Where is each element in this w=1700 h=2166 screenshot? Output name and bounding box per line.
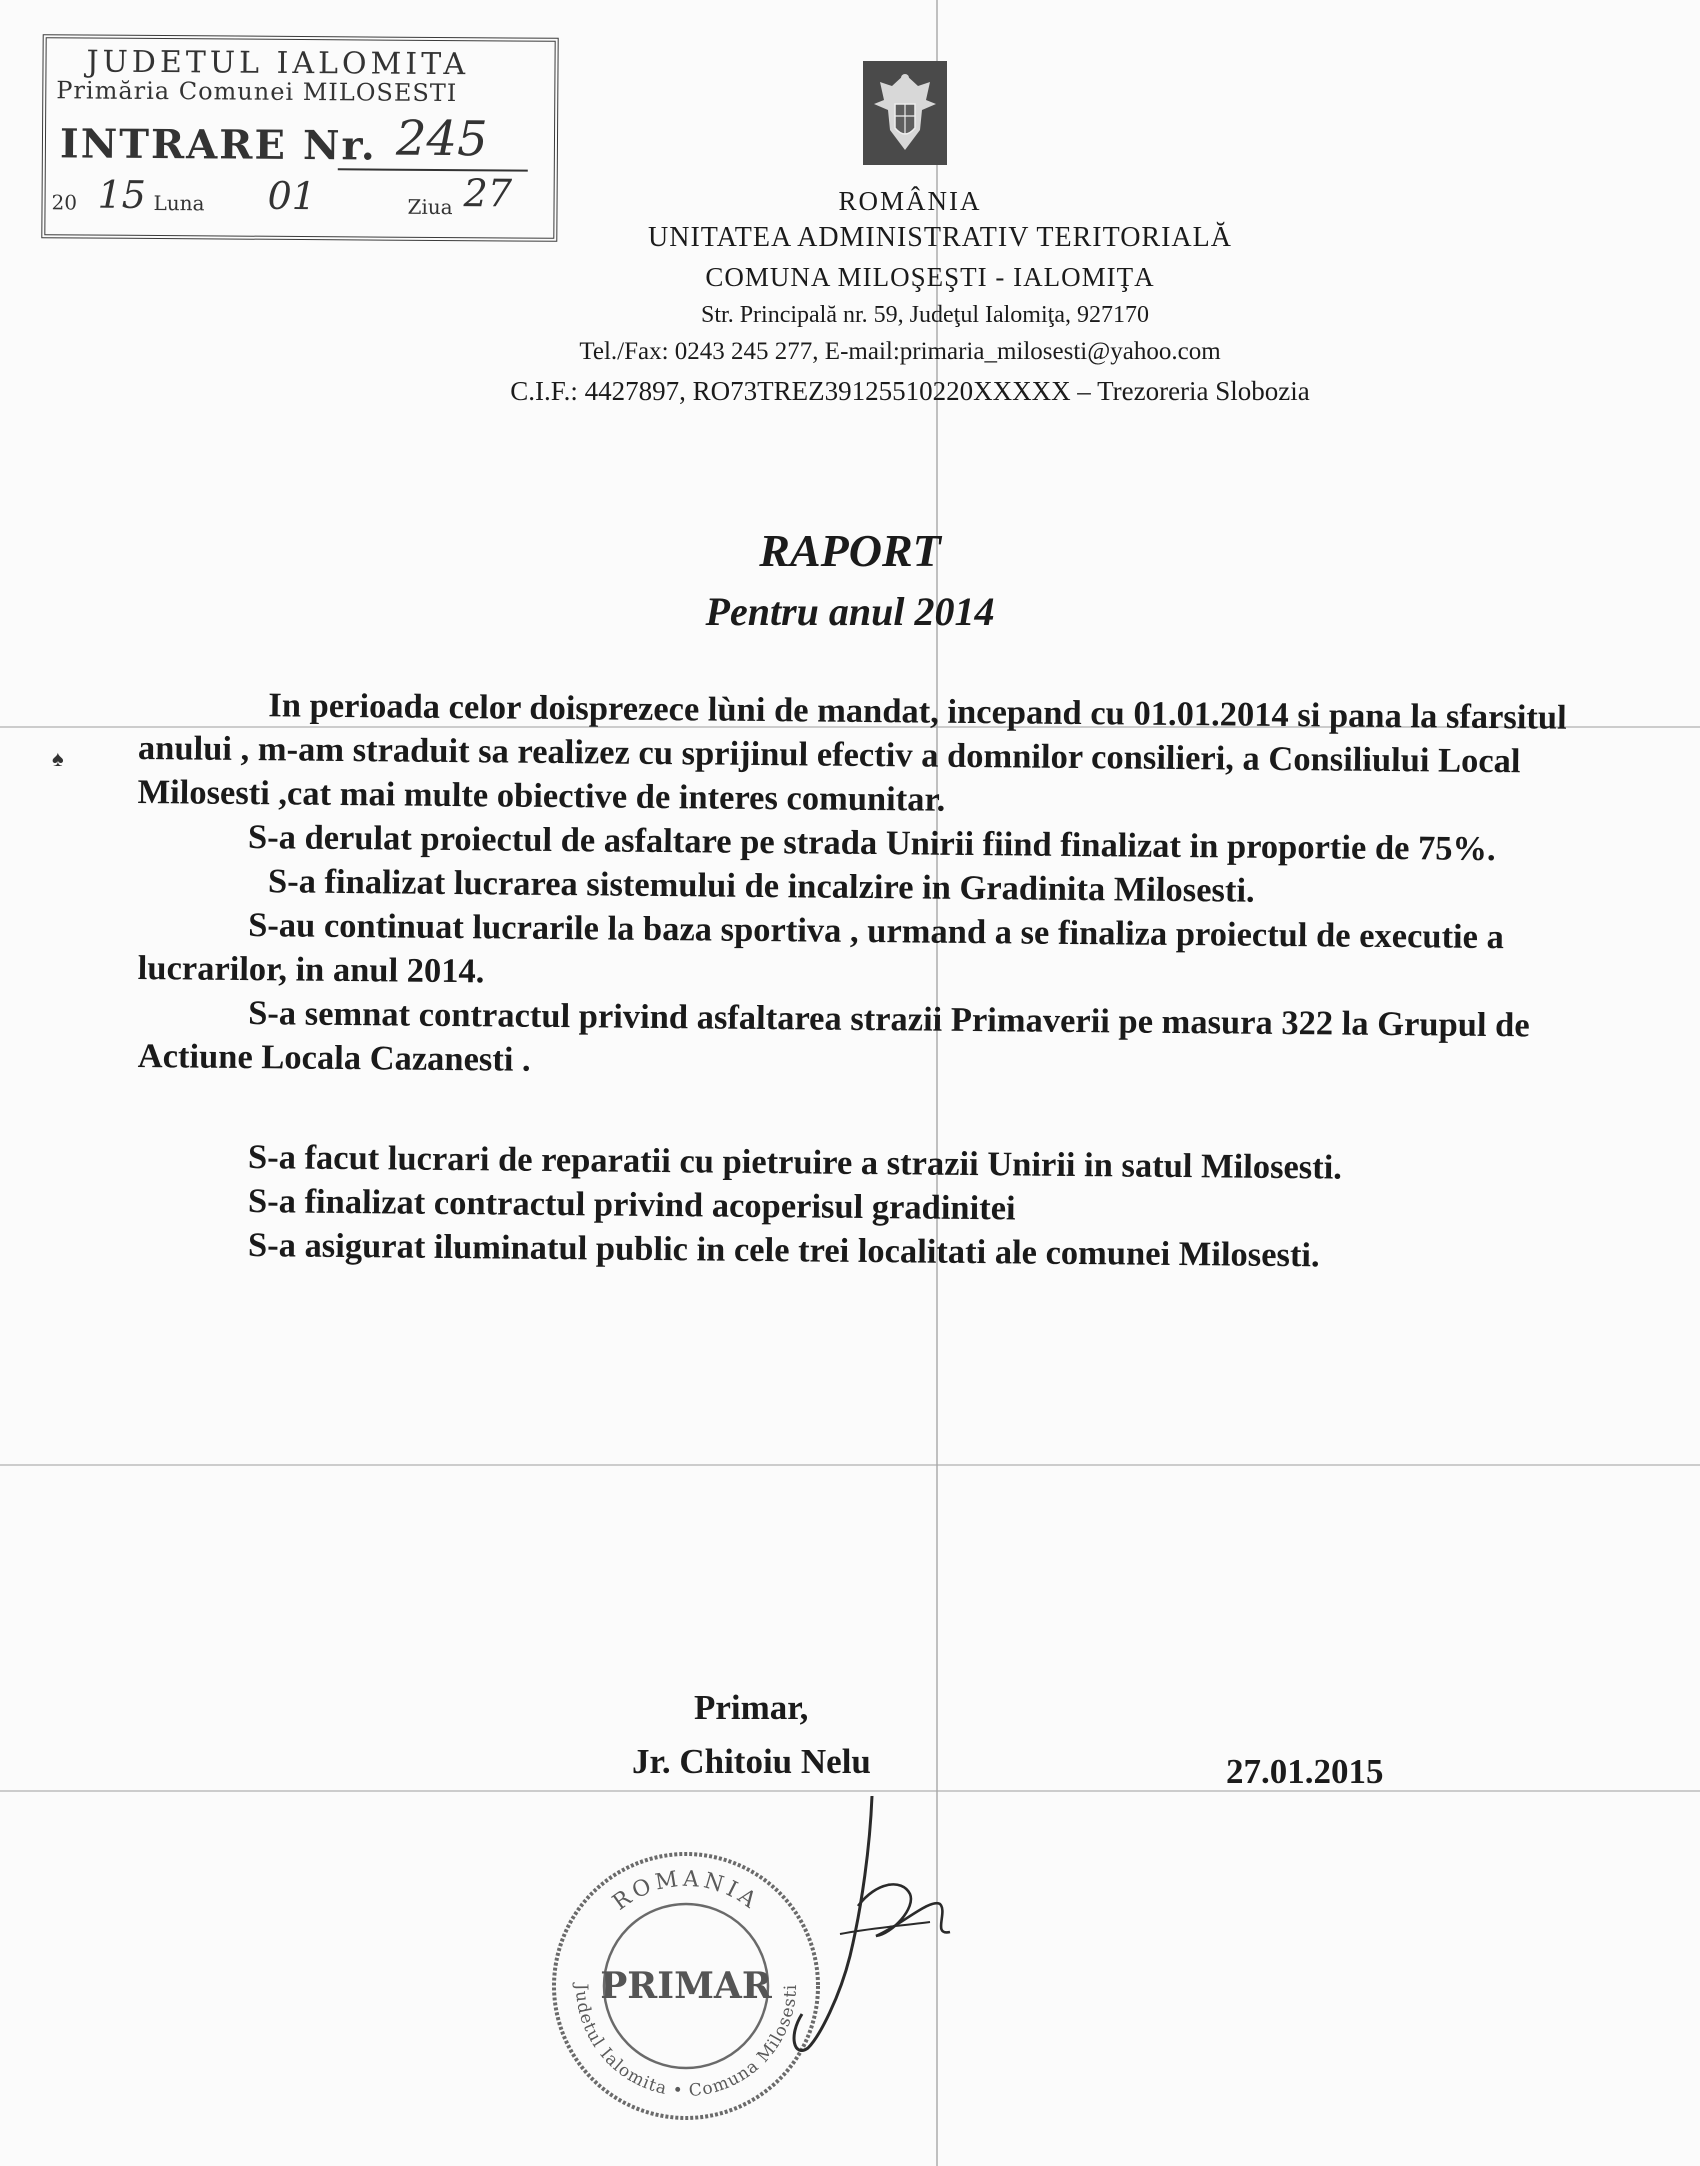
stamp-entry-number: 245 — [395, 110, 488, 168]
signature-role: Primar, — [694, 1688, 809, 1727]
signature-name: Jr. Chitoiu Nelu — [632, 1742, 871, 1781]
body-paragraph-intro: In perioada celor doisprezece lùni de mandat, incepand cu 01.01.2014 si pana la sfarsitul anului , m-am straduit sa realizez cu sprijinul efectiv a domnilor consilieri, a Consiliului Local Milosesti ,cat mai multe obiective de interes comunitar. — [137, 686, 1567, 819]
coat-of-arms-icon — [862, 60, 948, 166]
header-contact: Tel./Fax: 0243 245 277, E-mail:primaria_milosesti@yahoo.com — [579, 338, 1221, 365]
stamp-day-label: Ziua — [407, 194, 453, 220]
body-paragraph-item: S-a semnat contractul privind asfaltarea strazii Primaverii pe masura 322 la Grupul de Actiune Locala Cazanesti . — [137, 994, 1530, 1079]
body-paragraph-item: S-au continuat lucrarile la baza sportiva , urmand a se finaliza proiectul de executie a lucrarilor, in anul 2014. — [137, 906, 1505, 991]
registration-stamp — [41, 34, 558, 242]
header-commune: COMUNA MILOŞEŞTI - IALOMIŢA — [705, 262, 1155, 292]
header-country: ROMÂNIA — [838, 186, 982, 216]
header-unit: UNITATEA ADMINISTRATIV TERITORIALĂ — [648, 222, 1232, 253]
stamp-ring-text: Judetul Ialomita • Comuna Milosesti — [570, 1983, 802, 2102]
handwritten-signature — [780, 1786, 970, 2066]
stamp-day-value: 27 — [463, 171, 513, 216]
header-fiscal: C.I.F.: 4427897, RO73TREZ39125510220XXXXX – Trezoreria Slobozia — [510, 376, 1310, 406]
body-paragraph-item: S-a derulat proiectul de asfaltare pe strada Unirii fiind finalizat in proportie de 75%. — [247, 818, 1496, 869]
body-paragraph-item: S-a finalizat contractul privind acoperisul gradinitei — [247, 1182, 1016, 1228]
stamp-year-prefix: 20 — [51, 190, 78, 215]
stamp-top-text: ROMANIA — [608, 1866, 764, 1916]
stamp-entry-label: INTRARE Nr. — [59, 120, 377, 170]
stamp-town-hall: Primăria Comunei MILOSESTI — [56, 76, 458, 108]
scan-fold-horizontal — [0, 1464, 1700, 1466]
document-date: 27.01.2015 — [1226, 1752, 1384, 1791]
report-title: RAPORT — [759, 525, 941, 576]
report-subtitle: Pentru anul 2014 — [705, 589, 995, 634]
stamp-month-value: 01 — [267, 173, 317, 219]
stamp-center-text: PRIMAR — [600, 1965, 772, 2007]
stamp-county: JUDETUL IALOMITA — [86, 44, 470, 83]
report-body — [137, 682, 1608, 1275]
stamp-month-label: Luna — [153, 190, 205, 216]
body-paragraph-item: S-a finalizat lucrarea sistemului de incalzire in Gradinita Milosesti. — [267, 862, 1255, 910]
body-paragraph-item: S-a facut lucrari de reparatii cu pietruire a strazii Unirii in satul Milosesti. — [247, 1138, 1343, 1187]
header-address: Str. Principală nr. 59, Judeţul Ialomiţa, 927170 — [701, 302, 1149, 328]
margin-mark-icon: ♠ — [52, 746, 64, 771]
stamp-year-suffix: 15 — [97, 172, 147, 217]
body-paragraph-item: S-a asigurat iluminatul public in cele trei localitati ale comunei Milosesti. — [247, 1226, 1320, 1275]
